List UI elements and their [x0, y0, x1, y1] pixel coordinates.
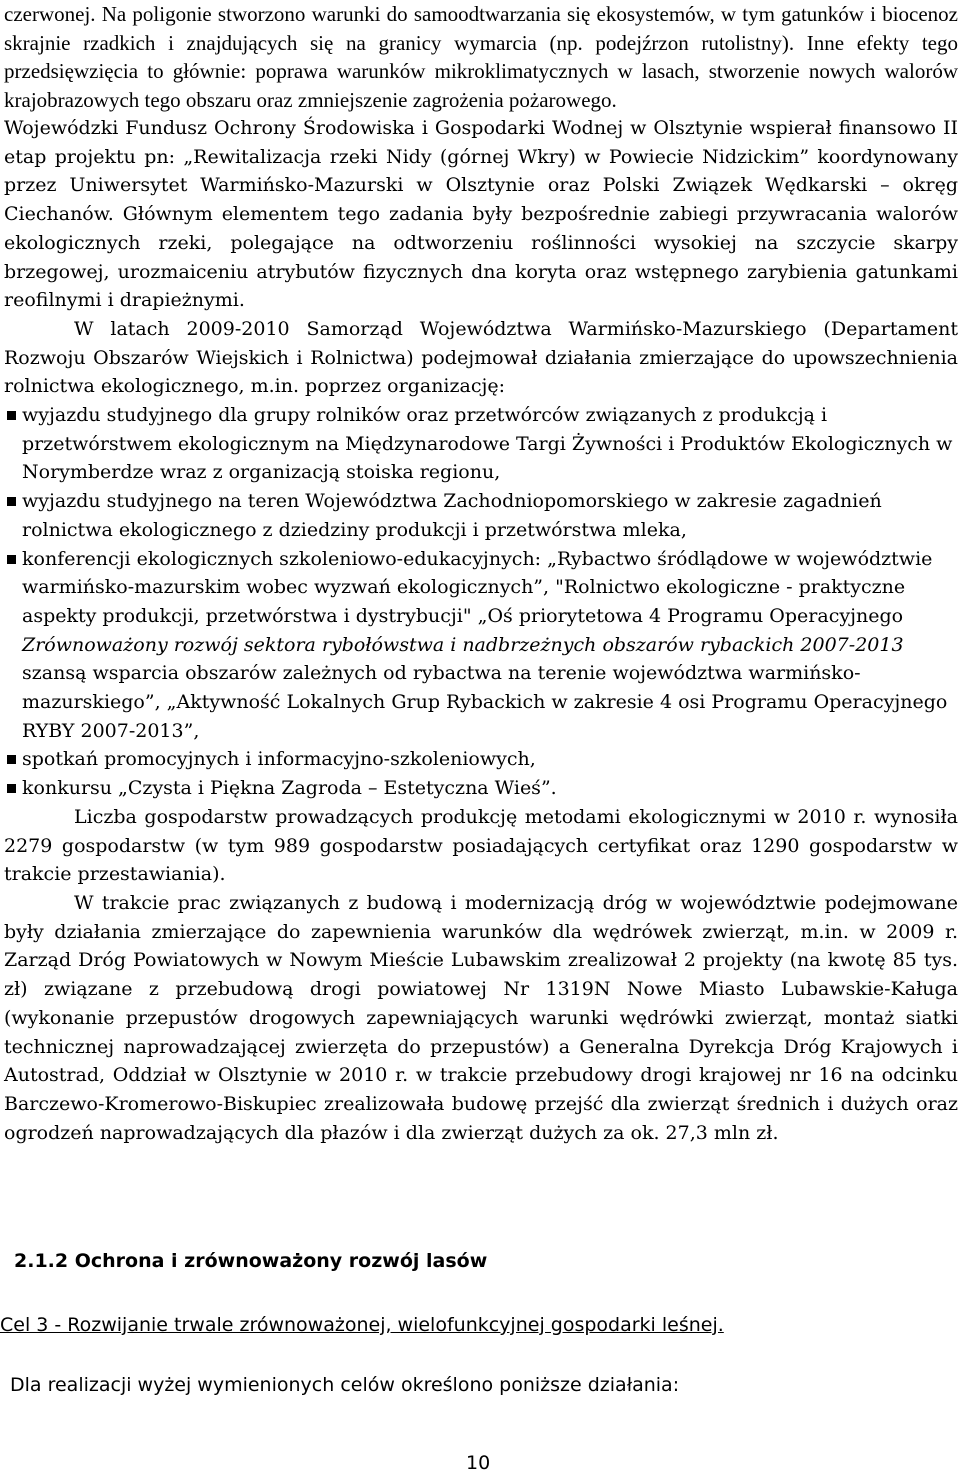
document-page	[4, 0, 958, 1147]
square-bullet-icon	[7, 755, 16, 764]
square-bullet-icon	[7, 411, 16, 420]
list-item: wyjazdu studyjnego dla grupy rolników oraz przetwórców związanych z produkcją i przetwórstwem ekologicznym na Międzynarodowe Targi Żywności i Produktów Ekologicznych w Norymberdze wraz z organizacją stoiska regionu,	[4, 401, 958, 487]
bullet-list	[4, 401, 958, 803]
page-number: 10	[466, 1452, 491, 1474]
paragraph-drogi: W trakcie prac związanych z budową i modernizacją dróg w województwie podejmowane były działania zmierzające do zapewnienia warunków dla wędrówek zwierząt, m.in. w 2009 r. Zarząd Dróg Powiatowych w Nowym Mieście Lubawskim zrealizował 2 projekty (na kwotę 85 tys. zł) związane z przebudową drogi powiatowej Nr 1319N Nowe Miasto Lubawskie-Kaługa (wykonanie przepustów drogowych zapewniających warunki wędrówki zwierząt, montaż siatki technicznej naprowadzającej zwierzęta do przepustów) a Generalna Dyrekcja Dróg Krajowych i Autostrad, Oddział w Olsztynie w 2010 r. w trakcie przebudowy drogi krajowej nr 16 na odcinku Barczewo-Kromerowo-Biskupiec zrealizowała budowę przejść dla zwierząt średnich i dużych oraz ogrodzeń naprowadzających dla płazów i dla zwierząt dużych za ok. 27,3 mln zł.	[4, 891, 958, 1144]
square-bullet-icon	[7, 784, 16, 793]
paragraph-samorzad: W latach 2009-2010 Samorząd Województwa Warmińsko-Mazurskiego (Departament Rozwoju Obszarów Wiejskich i Rolnictwa) podejmował działania zmierzające do upowszechnienia rolnictwa ekologicznego, m.in. poprzez organizację:	[4, 317, 958, 398]
paragraph-liczba: Liczba gospodarstw prowadzących produkcję metodami ekologicznymi w 2010 r. wynosiła 2279 gospodarstw (w tym 989 gospodarstw posiadających certyfikat oraz 1290 gospodarstw w trakcie przestawiania).	[4, 805, 958, 886]
paragraph-wfos: Wojewódzki Fundusz Ochrony Środowiska i Gospodarki Wodnej w Olsztynie wspierał finansowo II etap projektu pn: „Rewitalizacja rzeki Nidy (górnej Wkry) w Powiecie Nidzickim” koordynowany przez Uniwersytet Warmińsko-Mazurski w Olsztynie oraz Polski Związek Wędkarski – okręg Ciechanów. Głównym elementem tego zadania były bezpośrednie zabiegi przywracania walorów ekologicznych rzeki, polegające na odtworzeniu roślinności wysokiej na szczycie skarpy brzegowej, urozmaiceniu atrybutów fizycznych dna koryta oraz wstępnego zarybienia gatunkami reofilnymi i drapieżnymi.	[4, 117, 958, 312]
list-item: konferencji ekologicznych szkoleniowo-edukacyjnych: „Rybactwo śródlądowe w województwie warmińsko-mazurskim wobec wyzwań ekologicznych”, "Rolnictwo ekologiczne - praktyczne aspekty produkcji, przetwórstwa i dystrybucji" „Oś priorytetowa 4 Programu Operacyjnego Zrównoważony rozwój sektora rybołówstwa i nadbrzeżnych obszarów rybackich 2007-2013 szansą wsparcia obszarów zależnych od rybactwa na terenie województwa warmińsko-mazurskiego”, „Aktywność Lokalnych Grup Rybackich w zakresie 4 osi Programu Operacyjnego RYBY 2007-2013”,	[4, 545, 958, 746]
square-bullet-icon	[7, 555, 16, 564]
square-bullet-icon	[7, 497, 16, 506]
list-item: spotkań promocyjnych i informacyjno-szkoleniowych,	[4, 745, 958, 774]
paragraph-top: czerwonej. Na poligonie stworzono warunki do samoodtwarzania się ekosystemów, w tym gatunków i biocenoz skrajnie rzadkich i znajdujących się na granicy wymarcia (np. podejźrzon rutolistny). Inne efekty tego przedsięwzięcia to głównie: poprawa warunków mikroklimatycznych w lasach, stworzenie nowych walorów krajobrazowych tego obszaru oraz zmniejszenie zagrożenia pożarowego.	[4, 2, 958, 112]
goal-text: Cel 3 - Rozwijanie trwale zrównoważonej, wielofunkcyjnej gospodarki leśnej.	[0, 1314, 724, 1336]
section-heading: 2.1.2 Ochrona i zrównoważony rozwój lasów	[14, 1250, 488, 1272]
lead-text: Dla realizacji wyżej wymienionych celów określono poniższe działania:	[10, 1374, 680, 1396]
list-item: konkursu „Czysta i Piękna Zagroda – Estetyczna Wieś”.	[4, 774, 958, 803]
list-item: wyjazdu studyjnego na teren Województwa Zachodniopomorskiego w zakresie zagadnień rolnictwa ekologicznego z dziedziny produkcji i przetwórstwa mleka,	[4, 487, 958, 544]
italic-title: Zrównoważony rozwój sektora rybołówstwa i nadbrzeżnych obszarów rybackich 2007-2013	[22, 633, 904, 656]
